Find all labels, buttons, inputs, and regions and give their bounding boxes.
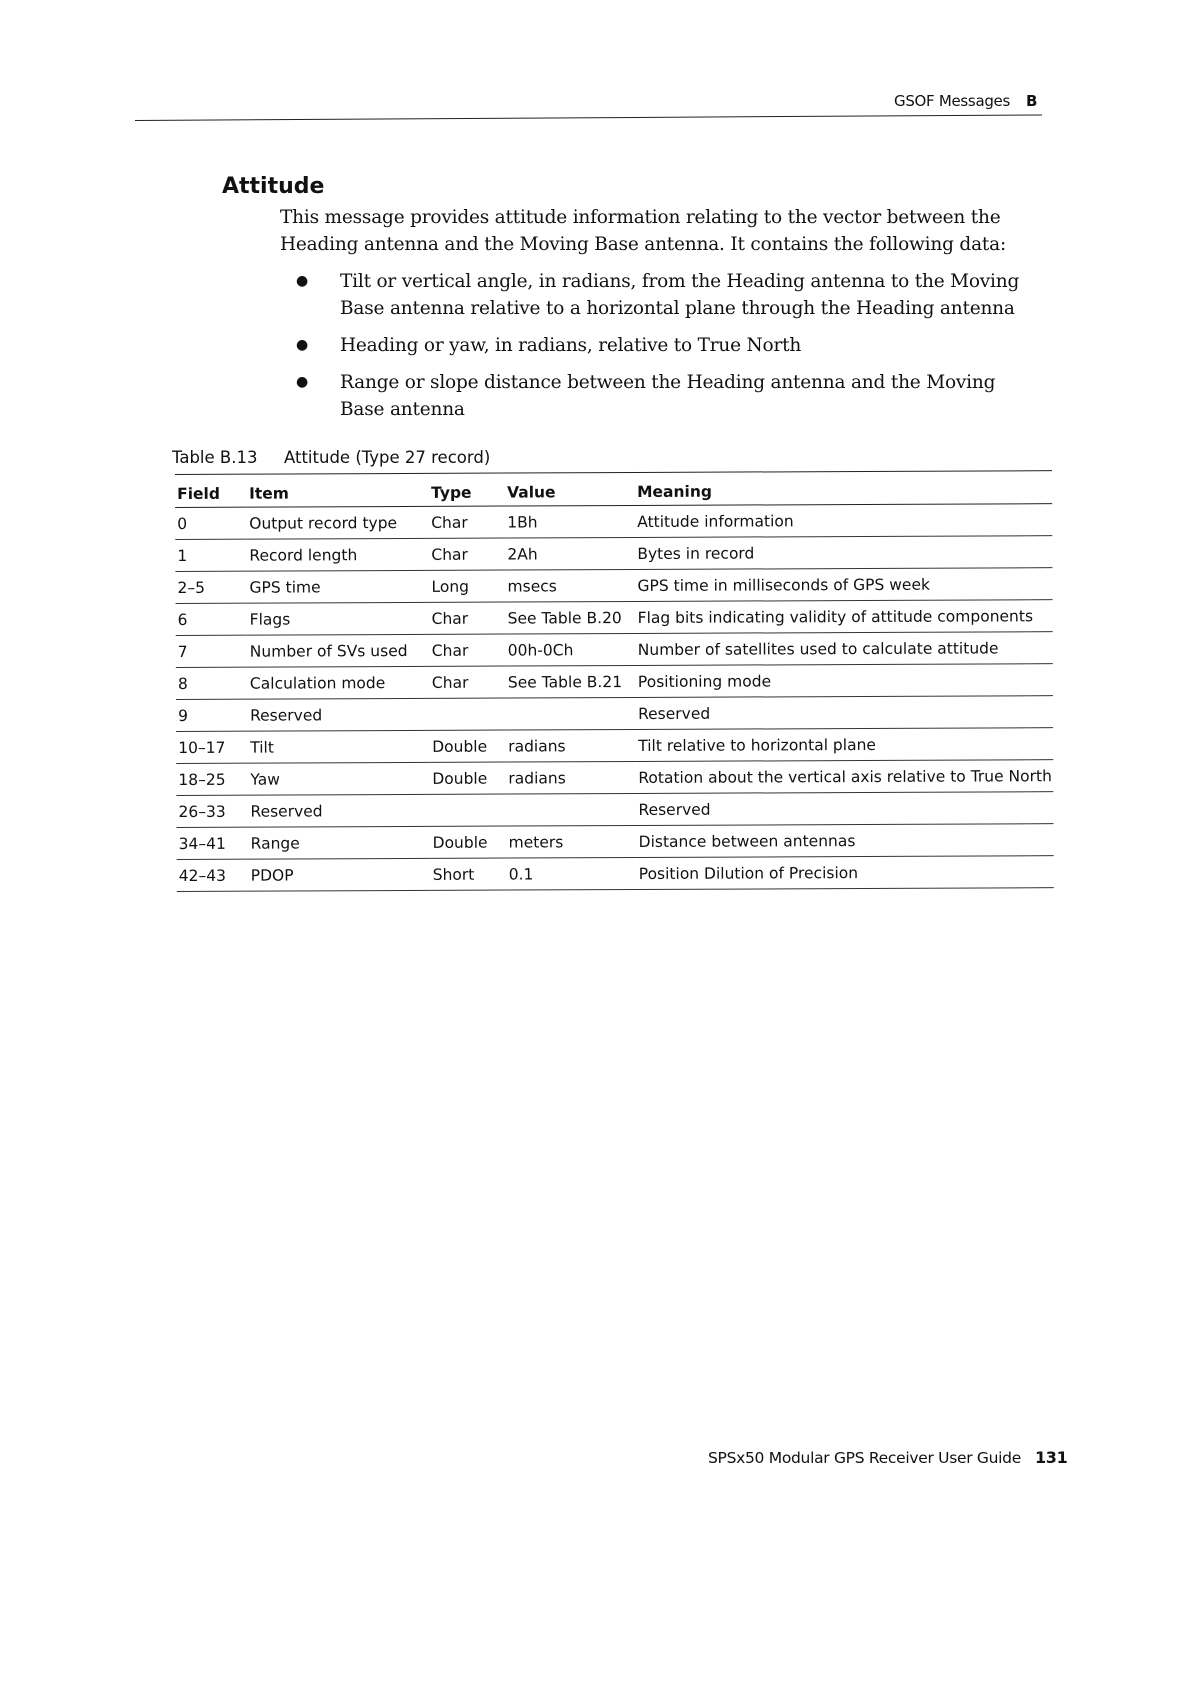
- cell-field: 42–43: [177, 859, 249, 891]
- cell-value: 2Ah: [505, 537, 635, 570]
- running-footer: [708, 1448, 1067, 1467]
- cell-field: 9: [176, 699, 248, 731]
- cell-value: 0.1: [507, 857, 637, 890]
- header-type: Type: [429, 473, 505, 506]
- cell-item: PDOP: [249, 858, 431, 891]
- cell-field: 7: [176, 635, 248, 667]
- cell-item: Record length: [247, 538, 429, 571]
- cell-meaning: Distance between antennas: [637, 824, 1054, 858]
- header-item: Item: [247, 473, 429, 507]
- bullet-text: Heading or yaw, in radians, relative to True North: [340, 335, 802, 356]
- cell-value: radians: [506, 729, 636, 762]
- table-row: [177, 824, 1054, 860]
- cell-meaning: Position Dilution of Precision: [637, 856, 1054, 890]
- cell-meaning: Positioning mode: [636, 664, 1053, 698]
- cell-type: Char: [429, 506, 505, 538]
- cell-field: 2–5: [175, 571, 247, 603]
- cell-meaning: Attitude information: [635, 504, 1052, 538]
- table-caption: [172, 448, 490, 467]
- cell-type: Short: [431, 858, 507, 890]
- intro-paragraph: This message provides attitude information relating to the vector between the Heading antenna and the Moving Base antenna. It contains the following data:: [280, 207, 1007, 255]
- table-row: [176, 664, 1053, 700]
- cell-field: 18–25: [176, 763, 248, 795]
- cell-type: Double: [430, 762, 506, 794]
- cell-meaning: Bytes in record: [635, 536, 1052, 570]
- bullet-icon: ●: [296, 374, 309, 390]
- table-row: [176, 696, 1053, 732]
- header-field: Field: [175, 474, 247, 507]
- table-row: [175, 504, 1052, 540]
- bullet-list: [290, 268, 1030, 433]
- cell-value: 00h-0Ch: [506, 633, 636, 666]
- cell-meaning: Number of satellites used to calculate attitude: [636, 632, 1053, 666]
- cell-type: [430, 794, 506, 826]
- cell-item: Reserved: [248, 794, 430, 827]
- cell-item: Range: [249, 826, 431, 859]
- cell-field: 34–41: [177, 827, 249, 859]
- running-header-title: GSOF Messages: [894, 92, 1011, 110]
- table-row: [176, 792, 1053, 828]
- table-row: [175, 536, 1052, 572]
- cell-field: 8: [176, 667, 248, 699]
- cell-item: Output record type: [247, 506, 429, 539]
- attitude-table-wrapper: [175, 470, 1054, 892]
- cell-type: Double: [431, 826, 507, 858]
- appendix-letter: B: [1026, 92, 1038, 110]
- bullet-item: [290, 369, 1030, 423]
- bullet-icon: ●: [296, 337, 309, 353]
- cell-item: GPS time: [247, 570, 429, 603]
- cell-type: Char: [430, 634, 506, 666]
- header-meaning: Meaning: [635, 471, 1052, 506]
- cell-meaning: Tilt relative to horizontal plane: [636, 728, 1053, 762]
- attitude-table: [175, 470, 1054, 892]
- cell-meaning: Rotation about the vertical axis relative to True North: [636, 760, 1053, 794]
- table-row: [177, 856, 1054, 892]
- cell-meaning: GPS time in milliseconds of GPS week: [635, 568, 1052, 602]
- cell-type: Char: [430, 602, 506, 634]
- cell-item: Reserved: [248, 698, 430, 731]
- guide-title: SPSx50 Modular GPS Receiver User Guide: [708, 1449, 1021, 1467]
- cell-item: Number of SVs used: [248, 634, 430, 667]
- bullet-item: [290, 268, 1030, 322]
- cell-value: 1Bh: [505, 505, 635, 538]
- running-header: [894, 92, 1037, 110]
- table-row: [176, 632, 1053, 668]
- bullet-text: Tilt or vertical angle, in radians, from the Heading antenna to the Moving Base antenna relative to a horizontal plane through the Heading antenna: [340, 271, 1020, 319]
- page-number: 131: [1034, 1448, 1068, 1467]
- table-row: [176, 728, 1053, 764]
- cell-item: Flags: [248, 602, 430, 635]
- header-rule: [135, 114, 1042, 121]
- table-row: [175, 568, 1052, 604]
- cell-value: [506, 697, 636, 730]
- table-title: Attitude (Type 27 record): [284, 448, 491, 467]
- cell-type: Char: [430, 666, 506, 698]
- cell-value: msecs: [505, 569, 635, 602]
- cell-item: Yaw: [248, 762, 430, 795]
- cell-type: [430, 698, 506, 730]
- cell-type: Char: [429, 538, 505, 570]
- table-body: [175, 504, 1054, 892]
- cell-field: 6: [176, 603, 248, 635]
- bullet-text: Range or slope distance between the Heading antenna and the Moving Base antenna: [340, 372, 996, 420]
- table-row: [176, 600, 1053, 636]
- cell-type: Long: [429, 570, 505, 602]
- cell-meaning: Flag bits indicating validity of attitude components: [636, 600, 1053, 634]
- cell-value: radians: [506, 761, 636, 794]
- cell-field: 26–33: [176, 795, 248, 827]
- cell-item: Calculation mode: [248, 666, 430, 699]
- bullet-item: [290, 332, 1030, 359]
- cell-value: See Table B.20: [506, 601, 636, 634]
- table-row: [176, 760, 1053, 796]
- cell-value: meters: [507, 825, 637, 858]
- section-title: Attitude: [222, 174, 325, 199]
- cell-type: Double: [430, 730, 506, 762]
- table-header-row: [175, 471, 1052, 508]
- header-value: Value: [505, 472, 635, 506]
- cell-field: 10–17: [176, 731, 248, 763]
- cell-field: 1: [175, 539, 247, 571]
- cell-field: 0: [175, 507, 247, 539]
- cell-item: Tilt: [248, 730, 430, 763]
- cell-value: See Table B.21: [506, 665, 636, 698]
- bullet-icon: ●: [296, 273, 309, 289]
- cell-value: [506, 793, 636, 826]
- cell-meaning: Reserved: [636, 696, 1053, 730]
- cell-meaning: Reserved: [636, 792, 1053, 826]
- table-number: Table B.13: [172, 448, 258, 467]
